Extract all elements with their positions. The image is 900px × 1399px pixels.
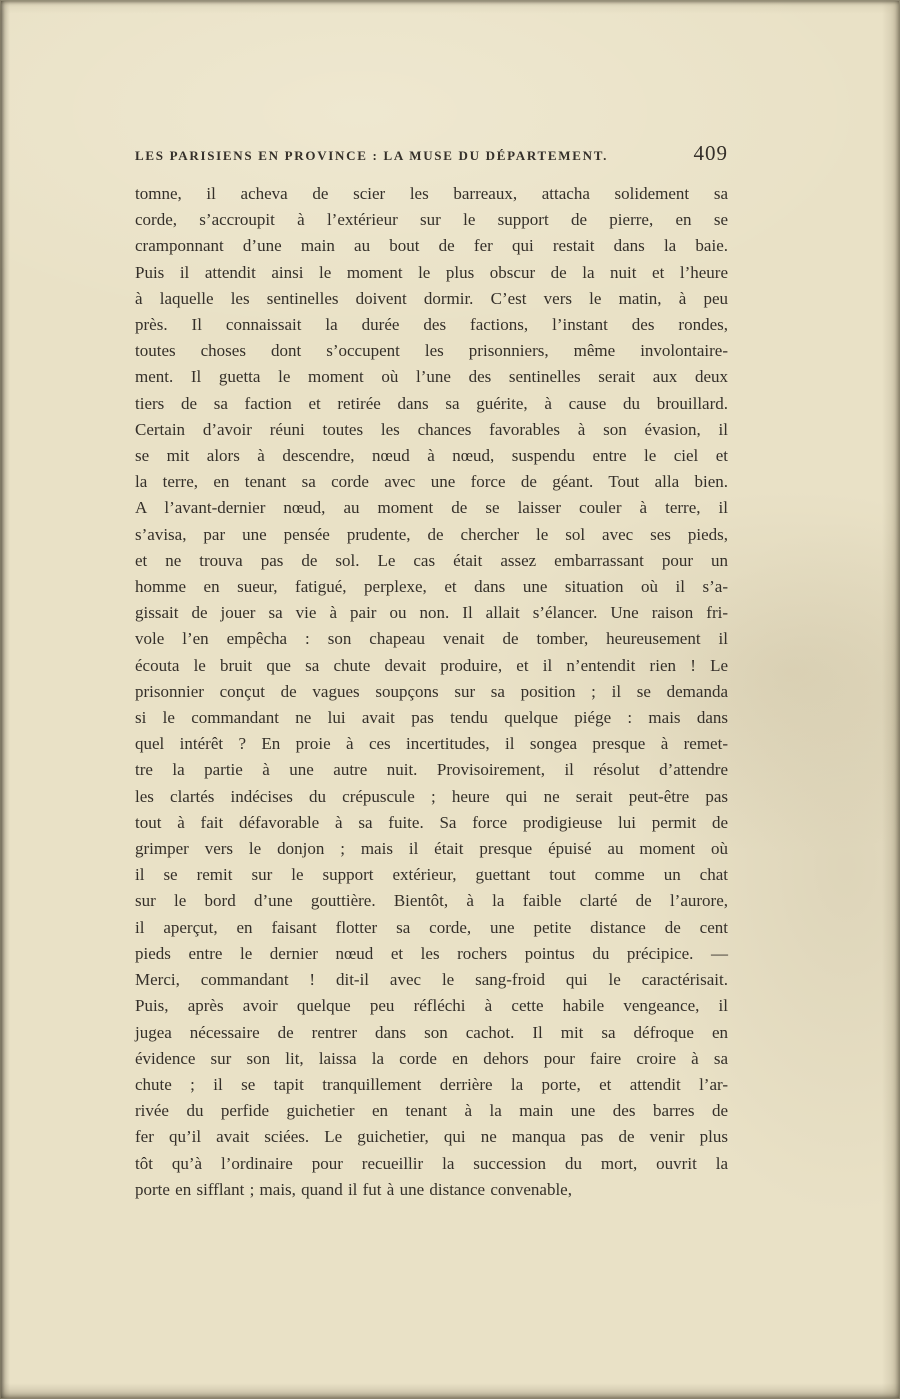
text-line: Puis, après avoir quelque peu réfléchi à cette habile vengeance, il: [135, 996, 728, 1016]
running-head: [135, 141, 728, 166]
text-line: vole l’en empêcha : son chapeau venait de tomber, heureusement il: [135, 629, 728, 649]
text-line: ment. Il guetta le moment où l’une des sentinelles serait aux deux: [135, 367, 728, 387]
text-line: tomne, il acheva de scier les barreaux, attacha solidement sa: [135, 184, 728, 203]
text-line: s’avisa, par une pensée prudente, de chercher le sol avec ses pieds,: [135, 524, 728, 544]
text-line: gissait de jouer sa vie à pair ou non. Il allait s’élancer. Une raison fri-: [135, 603, 728, 623]
text-line: grimper vers le donjon ; mais il était presque épuisé au moment où: [135, 839, 728, 859]
text-line: écouta le bruit que sa chute devait produire, et il n’entendit rien ! Le: [135, 655, 728, 675]
text-line: près. Il connaissait la durée des factions, l’instant des rondes,: [135, 315, 728, 335]
text-line: jugea nécessaire de rentrer dans son cachot. Il mit sa défroque en: [135, 1022, 728, 1042]
page-number: 409: [693, 141, 728, 165]
text-line: quel intérêt ? En proie à ces incertitudes, il songea presque à remet-: [135, 734, 728, 754]
text-line: prisonnier conçut de vagues soupçons sur sa position ; il se demanda: [135, 681, 728, 701]
text-line: tiers de sa faction et retirée dans sa guérite, à cause du brouillard.: [135, 393, 728, 413]
text-line: se mit alors à descendre, nœud à nœud, suspendu entre le ciel et: [135, 446, 728, 466]
text-line: corde, s’accroupit à l’extérieur sur le support de pierre, en se: [135, 210, 728, 230]
text-line: pieds entre le dernier nœud et les rochers pointus du précipice. —: [135, 943, 728, 963]
text-line: Merci, commandant ! dit-il avec le sang-froid qui le caractérisait.: [135, 970, 728, 990]
text-line: chute ; il se tapit tranquillement derrière la porte, et attendit l’ar-: [135, 1074, 728, 1094]
text-line: tre la partie à une autre nuit. Provisoirement, il résolut d’attendre: [135, 760, 728, 780]
text-line: Certain d’avoir réuni toutes les chances favorables à son évasion, il: [135, 419, 728, 439]
text-line: porte en sifflant ; mais, quand il fut à une distance convenable,: [135, 1179, 572, 1199]
body-text: [135, 181, 728, 1203]
text-line: il se remit sur le support extérieur, guettant tout comme un chat: [135, 865, 728, 885]
running-title: LES PARISIENS EN PROVINCE : LA MUSE DU DÉPARTEMENT.: [135, 148, 609, 163]
text-line: si le commandant ne lui avait pas tendu quelque piége : mais dans: [135, 708, 728, 728]
text-line: la terre, en tenant sa corde avec une force de géant. Tout alla bien.: [135, 472, 728, 492]
text-line: fer qu’il avait sciées. Le guichetier, qui ne manqua pas de venir plus: [135, 1127, 728, 1147]
text-line: tôt qu’à l’ordinaire pour recueillir la succession du mort, ouvrit la: [135, 1153, 728, 1173]
text-line: tout à fait défavorable à sa fuite. Sa force prodigieuse lui permit de: [135, 812, 728, 832]
text-line: les clartés indécises du crépuscule ; heure qui ne serait peut-être pas: [135, 786, 728, 806]
page-content: [135, 141, 728, 1203]
text-line: évidence sur son lit, laissa la corde en dehors pour faire croire à sa: [135, 1048, 728, 1068]
text-line: homme en sueur, fatigué, perplexe, et dans une situation où il s’a-: [135, 577, 728, 597]
text-line: Puis il attendit ainsi le moment le plus obscur de la nuit et l’heure: [135, 262, 728, 282]
text-line: rivée du perfide guichetier en tenant à la main une des barres de: [135, 1101, 728, 1121]
text-line: et ne trouva pas de sol. Le cas était assez embarrassant pour un: [135, 550, 728, 570]
text-line: à laquelle les sentinelles doivent dormir. C’est vers le matin, à peu: [135, 288, 728, 308]
text-line: il aperçut, en faisant flotter sa corde, une petite distance de cent: [135, 917, 728, 937]
text-line: A l’avant-dernier nœud, au moment de se laisser couler à terre, il: [135, 498, 728, 518]
text-line: cramponnant d’une main au bout de fer qui restait dans la baie.: [135, 236, 728, 256]
text-line: toutes choses dont s’occupent les prisonniers, même involontaire-: [135, 341, 728, 361]
text-line: sur le bord d’une gouttière. Bientôt, à la faible clarté de l’aurore,: [135, 891, 728, 911]
